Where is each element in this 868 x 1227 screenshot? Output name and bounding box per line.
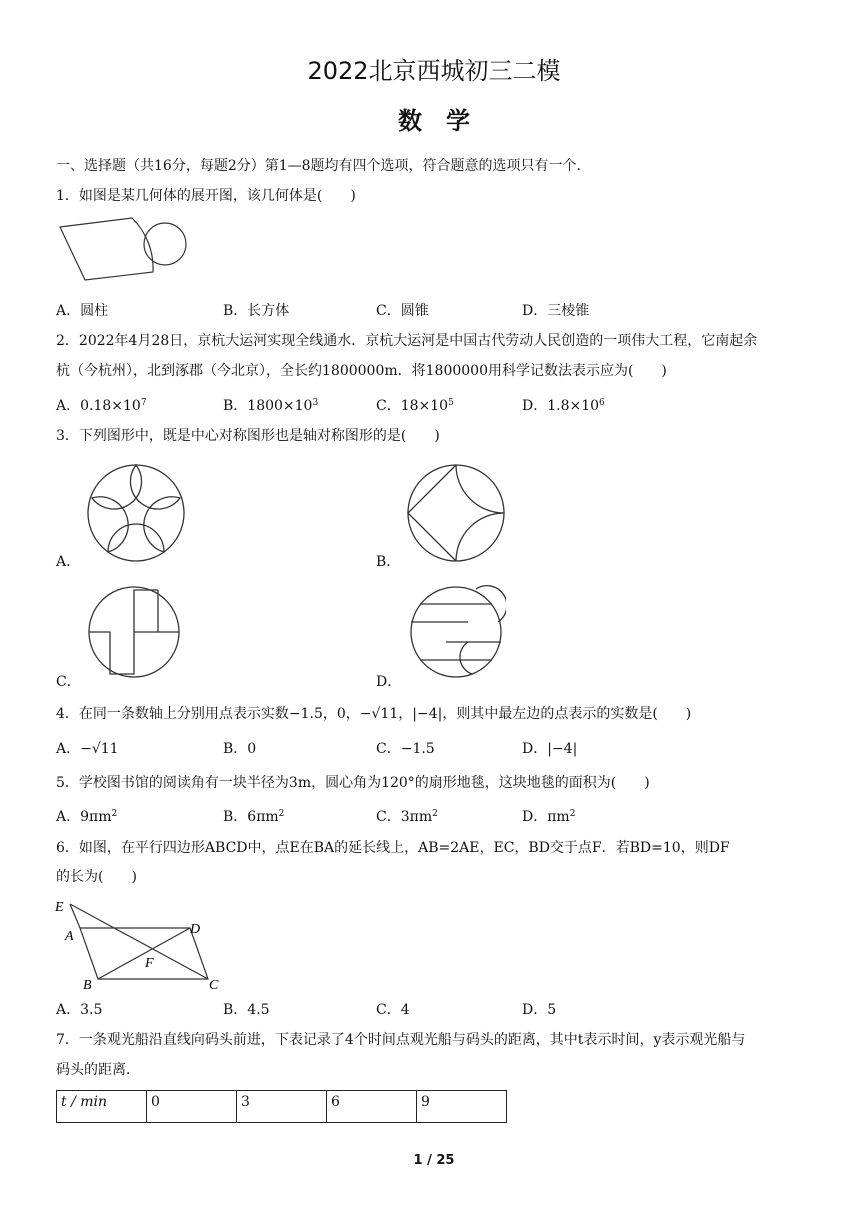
q5-stem: 5．学校图书馆的阅读角有一块半径为3m，圆心角为120°的扇形地毯，这块地毯的面积为( ) <box>56 775 650 791</box>
page-title: 2022北京西城初三二模 <box>307 57 561 85</box>
q7-stem-line2: 码头的距离． <box>56 1062 140 1078</box>
q6-line-bd <box>98 928 190 979</box>
q1-net-figure <box>56 214 196 284</box>
q6-label-a: A <box>65 929 74 944</box>
q5-option-a[interactable] <box>56 808 117 826</box>
q6-option-a[interactable]: A．3.5 <box>56 1002 103 1018</box>
q5-option-c-exp: 2 <box>432 809 438 819</box>
q6-label-b: B <box>83 978 92 993</box>
q3-option-d[interactable]: D． <box>376 674 402 690</box>
q2-option-c[interactable] <box>376 397 454 415</box>
section-heading: 一、选择题（共16分，每题2分）第1—8题均有四个选项，符合题意的选项只有一个. <box>56 158 581 174</box>
q2-option-d-text: D．1.8×10 <box>522 398 600 414</box>
q5-option-b[interactable] <box>223 808 284 826</box>
q7-table-cell: 3 <box>237 1091 327 1123</box>
q3-option-c[interactable]: C． <box>56 674 81 690</box>
q2-option-b-exp: 3 <box>312 398 319 408</box>
q5-option-d[interactable] <box>522 808 575 826</box>
q3-option-b[interactable]: B． <box>376 554 401 570</box>
q4-option-d[interactable]: D．|−4| <box>522 741 578 757</box>
q5-option-a-exp: 2 <box>111 809 118 819</box>
q6-stem-line2: 的长为( ) <box>56 869 137 885</box>
q2-stem-line2: 杭（今杭州），北到涿郡（今北京），全长约1800000m．将1800000用科学记数法表示应为( ) <box>56 363 667 379</box>
q7-table-cell: 9 <box>417 1091 507 1123</box>
q5-option-b-exp: 2 <box>278 809 285 819</box>
q7-table-cell: 6 <box>327 1091 417 1123</box>
q6-line-ec <box>70 904 208 979</box>
subject-title: 数 学 <box>398 107 470 135</box>
q5-option-c[interactable] <box>376 808 438 826</box>
q7-table <box>56 1090 507 1123</box>
q7-table-header: t / min <box>57 1091 147 1123</box>
q6-stem-line1: 6．如图，在平行四边形ABCD中，点E在BA的延长线上，AB=2AE，EC，BD交于点F．若BD=10，则DF <box>56 840 730 856</box>
q5-option-b-text: B．6πm <box>223 809 279 825</box>
q3-stem: 3．下列图形中，既是中心对称图形也是轴对称图形的是( ) <box>56 428 440 444</box>
q4-option-b[interactable]: B．0 <box>223 741 257 757</box>
q6-option-c[interactable]: C．4 <box>376 1002 410 1018</box>
page-number: 1 / 25 <box>413 1153 455 1168</box>
q2-option-c-exp: 5 <box>448 398 454 408</box>
q4-stem: 4．在同一条数轴上分别用点表示实数−1.5，0，−√11，|−4|，则其中最左边的点表示的实数是( ) <box>56 706 692 722</box>
q7-stem-line1: 7．一条观光船沿直线向码头前进，下表记录了4个时间点观光船与码头的距离，其中t表示时间，y表示观光船与 <box>56 1032 746 1048</box>
q5-option-c-text: C．3πm <box>376 809 433 825</box>
q2-option-d[interactable] <box>522 397 605 415</box>
q6-parallelogram-figure <box>52 897 232 993</box>
q5-option-a-text: A．9πm <box>56 809 112 825</box>
q1-circle <box>144 223 186 265</box>
q3-figure-d <box>406 584 506 680</box>
q3-figure-a <box>84 461 188 565</box>
q2-option-a[interactable] <box>56 397 147 415</box>
q6-label-e: E <box>55 900 64 915</box>
q6-label-f: F <box>145 956 154 971</box>
q1-stem: 1．如图是某几何体的展开图，该几何体是( ) <box>56 188 356 204</box>
q3-option-a[interactable]: A． <box>56 554 81 570</box>
q2-option-c-text: C．18×10 <box>376 398 449 414</box>
q3-figure-b <box>404 461 508 565</box>
q3-figure-c <box>86 584 182 680</box>
q6-label-d: D <box>190 922 201 937</box>
q6-option-b[interactable]: B．4.5 <box>223 1002 270 1018</box>
q6-label-c: C <box>209 978 219 993</box>
q5-option-d-text: D．πm <box>522 809 570 825</box>
q2-option-b-text: B．1800×10 <box>223 398 313 414</box>
q2-option-a-text: A．0.18×10 <box>56 398 141 414</box>
q1-option-d[interactable]: D．三棱锥 <box>522 303 590 319</box>
q1-sector <box>60 218 153 280</box>
q1-option-a[interactable]: A．圆柱 <box>56 303 109 319</box>
q5-option-d-exp: 2 <box>569 809 576 819</box>
q4-option-a[interactable]: A．−√11 <box>56 741 119 757</box>
q1-option-b[interactable]: B．长方体 <box>223 303 290 319</box>
q2-option-b[interactable] <box>223 397 318 415</box>
q4-option-c[interactable]: C．−1.5 <box>376 741 435 757</box>
q1-option-c[interactable]: C．圆锥 <box>376 303 429 319</box>
q2-stem-line1: 2．2022年4月28日，京杭大运河实现全线通水．京杭大运河是中国古代劳动人民创造的一项伟大工程，它南起余 <box>56 333 758 349</box>
q6-option-d[interactable]: D．5 <box>522 1002 557 1018</box>
q7-table-cell: 0 <box>147 1091 237 1123</box>
q2-option-d-exp: 6 <box>599 398 605 408</box>
q6-line-ea <box>70 904 80 928</box>
q2-option-a-exp: 7 <box>140 398 147 408</box>
table-row <box>57 1091 507 1123</box>
